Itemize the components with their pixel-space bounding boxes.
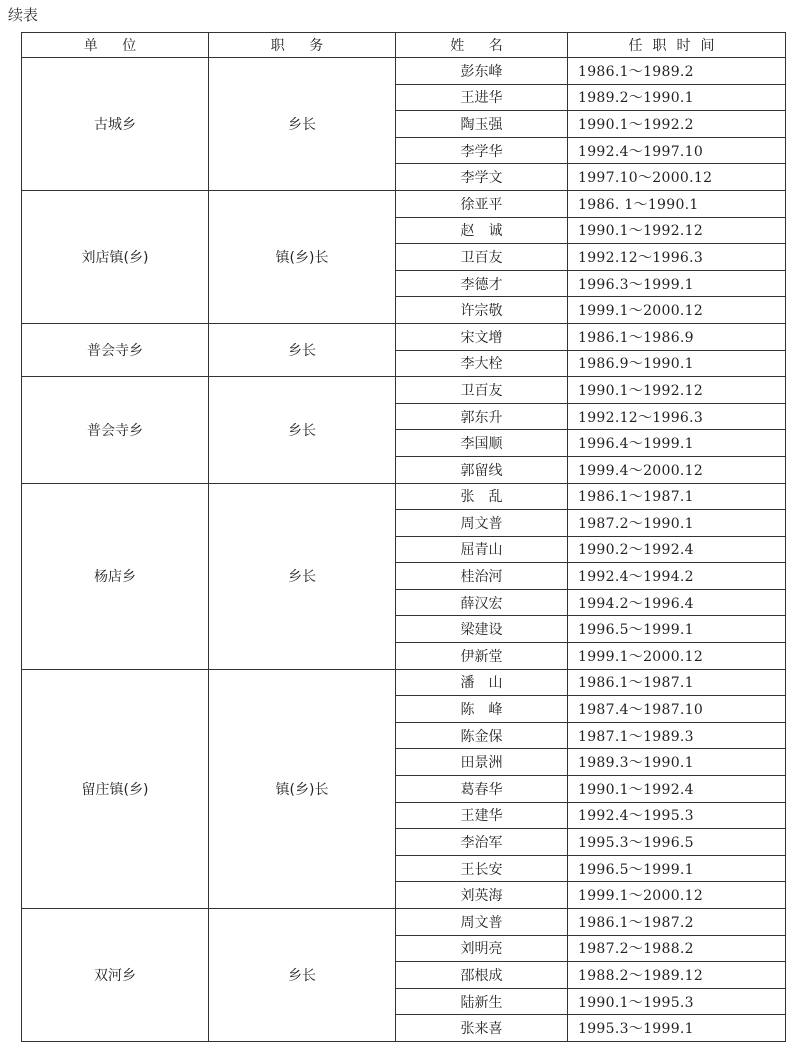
term-cell: 1987.2～1988.2 [568,935,786,962]
name-cell: 桂治河 [396,563,568,590]
term-cell: 1992.12～1996.3 [568,244,786,271]
term-cell: 1999.4～2000.12 [568,456,786,483]
term-cell: 1995.3～1999.1 [568,1015,786,1042]
term-cell: 1990.1～1992.12 [568,217,786,244]
name-cell: 李国顺 [396,430,568,457]
header-row [22,33,786,58]
position-cell: 乡长 [209,323,396,376]
term-cell: 1986.1～1987.1 [568,483,786,510]
name-cell: 徐亚平 [396,190,568,217]
name-cell: 李治军 [396,829,568,856]
term-cell: 1996.3～1999.1 [568,270,786,297]
term-cell: 1990.1～1992.12 [568,377,786,404]
term-cell: 1999.1～2000.12 [568,643,786,670]
name-cell: 许宗敬 [396,297,568,324]
name-cell: 王长安 [396,855,568,882]
term-cell: 1992.12～1996.3 [568,403,786,430]
position-cell: 乡长 [209,909,396,1042]
name-cell: 李大栓 [396,350,568,377]
term-cell: 1990.1～1992.4 [568,776,786,803]
term-cell: 1986.1～1987.1 [568,669,786,696]
header-unit: 单 位 [22,33,209,58]
officials-table [21,32,786,1042]
term-cell: 1990.2～1992.4 [568,536,786,563]
name-cell: 陆新生 [396,988,568,1015]
term-cell: 1986.1～1987.2 [568,909,786,936]
term-cell: 1986. 1～1990.1 [568,190,786,217]
table-row [22,58,786,85]
position-cell: 乡长 [209,483,396,669]
header-term: 任职时间 [568,33,786,58]
term-cell: 1986.1～1986.9 [568,323,786,350]
name-cell: 王建华 [396,802,568,829]
term-cell: 1987.2～1990.1 [568,510,786,537]
header-position: 职 务 [209,33,396,58]
position-cell: 乡长 [209,377,396,483]
name-cell: 宋文增 [396,323,568,350]
unit-cell: 刘店镇(乡) [22,190,209,323]
name-cell: 陈 峰 [396,696,568,723]
name-cell: 卫百友 [396,244,568,271]
name-cell: 李学文 [396,164,568,191]
table-row [22,909,786,936]
term-cell: 1988.2～1989.12 [568,962,786,989]
name-cell: 梁建设 [396,616,568,643]
name-cell: 伊新堂 [396,643,568,670]
unit-cell: 古城乡 [22,58,209,191]
table-row [22,377,786,404]
term-cell: 1987.4～1987.10 [568,696,786,723]
name-cell: 李德才 [396,270,568,297]
term-cell: 1996.5～1999.1 [568,616,786,643]
name-cell: 张来喜 [396,1015,568,1042]
name-cell: 张 乱 [396,483,568,510]
name-cell: 刘明亮 [396,935,568,962]
header-name: 姓 名 [396,33,568,58]
name-cell: 郭东升 [396,403,568,430]
unit-cell: 双河乡 [22,909,209,1042]
table-row [22,669,786,696]
position-cell: 乡长 [209,58,396,191]
term-cell: 1992.4～1995.3 [568,802,786,829]
term-cell: 1996.5～1999.1 [568,855,786,882]
term-cell: 1997.10～2000.12 [568,164,786,191]
name-cell: 薛汉宏 [396,589,568,616]
term-cell: 1995.3～1996.5 [568,829,786,856]
table-row [22,190,786,217]
unit-cell: 普会寺乡 [22,323,209,376]
term-cell: 1986.1～1989.2 [568,58,786,85]
term-cell: 1999.1～2000.12 [568,297,786,324]
name-cell: 陈金保 [396,722,568,749]
name-cell: 李学华 [396,137,568,164]
name-cell: 刘英海 [396,882,568,909]
term-cell: 1990.1～1995.3 [568,988,786,1015]
term-cell: 1987.1～1989.3 [568,722,786,749]
name-cell: 田景洲 [396,749,568,776]
term-cell: 1994.2～1996.4 [568,589,786,616]
name-cell: 周文普 [396,909,568,936]
name-cell: 陶玉强 [396,111,568,138]
table-row [22,483,786,510]
table-body [22,58,786,1042]
table-caption: 续表 [8,6,39,24]
name-cell: 邵根成 [396,962,568,989]
unit-cell: 留庄镇(乡) [22,669,209,908]
term-cell: 1999.1～2000.12 [568,882,786,909]
name-cell: 彭东峰 [396,58,568,85]
term-cell: 1989.2～1990.1 [568,84,786,111]
name-cell: 周文普 [396,510,568,537]
name-cell: 王进华 [396,84,568,111]
name-cell: 郭留线 [396,456,568,483]
name-cell: 屈青山 [396,536,568,563]
unit-cell: 普会寺乡 [22,377,209,483]
name-cell: 潘 山 [396,669,568,696]
table-header [22,33,786,58]
name-cell: 卫百友 [396,377,568,404]
table-row [22,323,786,350]
name-cell: 葛春华 [396,776,568,803]
term-cell: 1992.4～1994.2 [568,563,786,590]
term-cell: 1990.1～1992.2 [568,111,786,138]
unit-cell: 杨店乡 [22,483,209,669]
term-cell: 1986.9～1990.1 [568,350,786,377]
name-cell: 赵 诚 [396,217,568,244]
term-cell: 1992.4～1997.10 [568,137,786,164]
position-cell: 镇(乡)长 [209,669,396,908]
position-cell: 镇(乡)长 [209,190,396,323]
term-cell: 1996.4～1999.1 [568,430,786,457]
term-cell: 1989.3～1990.1 [568,749,786,776]
